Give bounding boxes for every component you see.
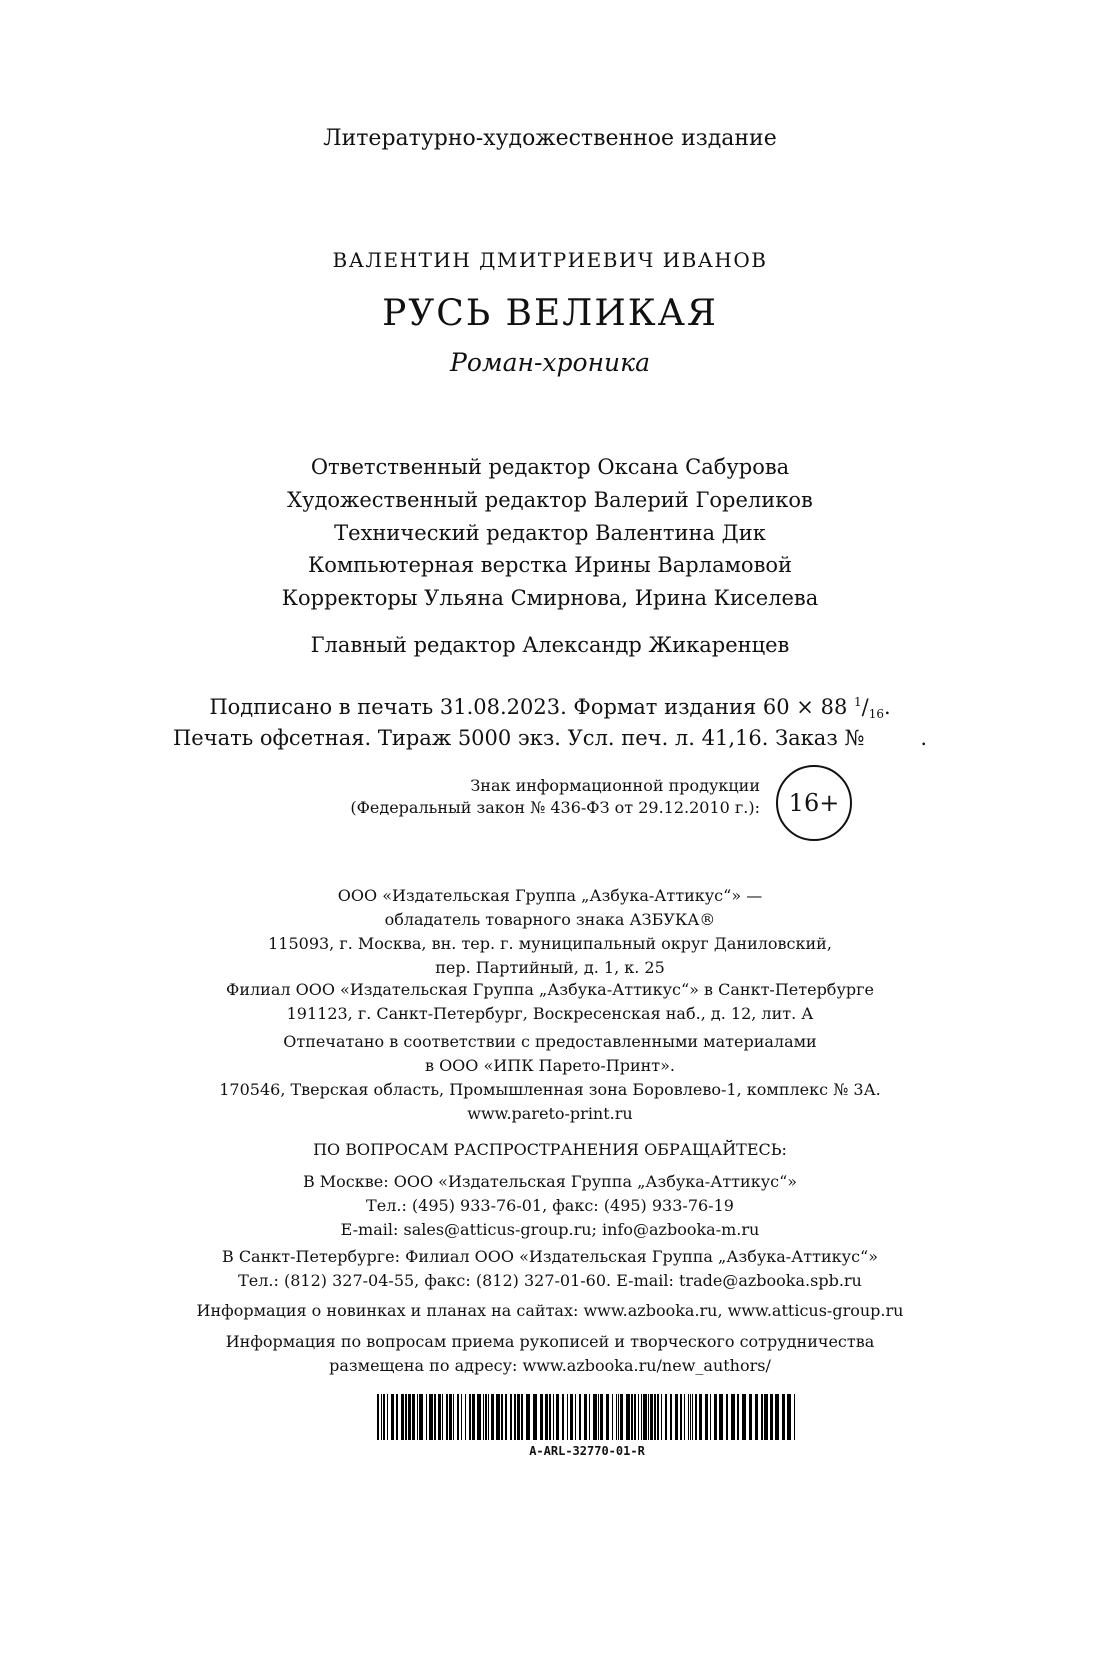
barcode-bar (505, 1394, 507, 1440)
barcode-bar (648, 1394, 649, 1440)
info-sites: Информация о новинках и планах на сайтах: www.azbooka.ru, www.atticus-group.ru (196, 1301, 904, 1320)
barcode-bar (461, 1394, 462, 1440)
barcode-bar (521, 1394, 523, 1440)
credit-line: Технический редактор Валентина Дик (334, 521, 766, 545)
barcode-bar (381, 1394, 382, 1440)
barcode-bar (775, 1394, 779, 1440)
branch-line: Филиал ООО «Издательская Группа „Азбука-Аттикус“» в Санкт-Петербурге (226, 980, 874, 999)
barcode-bar (510, 1394, 512, 1440)
barcode-bar (457, 1394, 459, 1440)
barcode-bar (690, 1394, 691, 1440)
barcode-bar (545, 1394, 548, 1440)
contact-line: В Москве: ООО «Издательская Группа „Азбука-Аттикус“» (302, 1172, 798, 1191)
barcode-bar (446, 1394, 448, 1440)
barcode-bar (643, 1394, 647, 1440)
barcode-bar (654, 1394, 656, 1440)
printer-block (0, 1030, 1100, 1126)
barcode-bar (600, 1394, 603, 1440)
barcode-bar (575, 1394, 576, 1440)
info-sign-text (280, 775, 760, 819)
barcode-bar (670, 1394, 672, 1440)
barcode-bar (761, 1394, 763, 1440)
barcode-bar (514, 1394, 516, 1440)
contact-line: Тел.: (812) 327-04-55, факс: (812) 327-01-60. E-mail: trade@azbooka.spb.ru (238, 1271, 862, 1290)
barcode-bar (787, 1394, 791, 1440)
barcode-bar (612, 1394, 613, 1440)
barcode-bar (764, 1394, 768, 1440)
author-name: ВАЛЕНТИН ДМИТРИЕВИЧ ИВАНОВ (332, 248, 768, 272)
barcode-bar (434, 1394, 436, 1440)
barcode-bar (408, 1394, 411, 1440)
barcode-bar (616, 1394, 617, 1440)
barcode-bar (412, 1394, 415, 1440)
barcode-bar (726, 1394, 728, 1440)
barcode-bar (755, 1394, 758, 1440)
format-fraction: $^1/_{16}$ (853, 695, 884, 721)
barcode-bar (549, 1394, 551, 1440)
moscow-contacts (0, 1170, 1100, 1242)
barcode-bar (556, 1394, 559, 1440)
contact-line: Тел.: (495) 933-76-01, факс: (495) 933-76-19 (366, 1196, 734, 1215)
barcode-bar (483, 1394, 484, 1440)
barcode-bar (453, 1394, 454, 1440)
fraction-numerator: 1 (853, 695, 862, 709)
barcode-image (377, 1394, 797, 1440)
distribution-heading: ПО ВОПРОСАМ РАСПРОСТРАНЕНИЯ ОБРАЩАЙТЕСЬ: (313, 1140, 787, 1159)
barcode-bar (695, 1394, 697, 1440)
barcode-bar (417, 1394, 418, 1440)
publisher-line: ООО «Издательская Группа „Азбука-Аттикус“» — (337, 886, 763, 905)
barcode-bar (598, 1394, 599, 1440)
info-sign-line: Знак информационной продукции (470, 776, 760, 795)
barcode-bar (570, 1394, 573, 1440)
credit-line: Художественный редактор Валерий Гореликов (287, 488, 813, 512)
printer-line: 170546, Тверская область, Промышленная зона Боровлево-1, комплекс № 3А. (219, 1080, 881, 1099)
barcode-bar (641, 1394, 642, 1440)
print-info-end: . (920, 726, 928, 750)
barcode-bar (477, 1394, 481, 1440)
barcode-bar (517, 1394, 520, 1440)
barcode-bar (634, 1394, 636, 1440)
barcode-bar (719, 1394, 723, 1440)
barcode-bar (488, 1394, 489, 1440)
barcode-bar (650, 1394, 653, 1440)
barcode-bar (688, 1394, 689, 1440)
barcode-bar (469, 1394, 471, 1440)
barcode-bar (391, 1394, 394, 1440)
manuscripts-info (0, 1330, 1100, 1378)
barcode-bar (618, 1394, 619, 1440)
publisher-block (0, 884, 1100, 980)
barcode-bar (626, 1394, 630, 1440)
print-info-text: Подписано в печать 31.08.2023. Формат издания 60 × 88 (209, 695, 854, 719)
barcode-bar (501, 1394, 503, 1440)
barcode-bar (526, 1394, 530, 1440)
book-title: РУСЬ ВЕЛИКАЯ (382, 293, 718, 334)
credit-line: Корректоры Ульяна Смирнова, Ирина Киселева (281, 586, 819, 610)
barcode-bar (419, 1394, 423, 1440)
barcode-bar (377, 1394, 379, 1440)
branch-block (0, 978, 1100, 1026)
barcode-bar (584, 1394, 587, 1440)
barcode-bar (731, 1394, 735, 1440)
barcode-bar (562, 1394, 564, 1440)
publisher-line: 115093, г. Москва, вн. тер. г. муниципальный округ Даниловский, (268, 934, 832, 953)
barcode-bar (737, 1394, 739, 1440)
barcode-bar (405, 1394, 407, 1440)
printer-line: в ООО «ИПК Парето-Принт». (424, 1056, 676, 1075)
barcode-bar (496, 1394, 500, 1440)
barcode-bar (491, 1394, 494, 1440)
barcode-bar (794, 1394, 795, 1440)
contact-line: E-mail: sales@atticus-group.ru; info@azbooka-m.ru (340, 1220, 760, 1239)
barcode-bar (540, 1394, 543, 1440)
barcode-bar (593, 1394, 597, 1440)
barcode-bar (426, 1394, 427, 1440)
publisher-line: обладатель товарного знака АЗБУКА® (384, 910, 716, 929)
barcode-bar (387, 1394, 388, 1440)
publisher-line: пер. Партийный, д. 1, к. 25 (435, 958, 665, 977)
branch-line: 191123, г. Санкт-Петербург, Воскресенская наб., д. 12, лит. А (286, 1004, 814, 1023)
barcode-bar (429, 1394, 433, 1440)
barcode-bar (472, 1394, 475, 1440)
barcode-bar (553, 1394, 554, 1440)
print-info-line-2 (0, 726, 1100, 750)
barcode-bar (620, 1394, 623, 1440)
barcode-bar (692, 1394, 693, 1440)
barcode-bar (714, 1394, 717, 1440)
barcode-bar (465, 1394, 466, 1440)
barcode-bar (782, 1394, 785, 1440)
barcode-bar (749, 1394, 752, 1440)
barcode-bar (710, 1394, 711, 1440)
barcode-bar (680, 1394, 682, 1440)
barcode-bar (665, 1394, 667, 1440)
age-rating-badge: 16+ (776, 765, 852, 841)
barcode-bar (567, 1394, 568, 1440)
barcode-bar (589, 1394, 590, 1440)
print-info-end: . (883, 695, 891, 719)
barcode-bar (383, 1394, 385, 1440)
book-subtitle: Роман-хроника (450, 348, 650, 377)
barcode-bar (442, 1394, 443, 1440)
barcode-bar (699, 1394, 702, 1440)
printer-line: Отпечатано в соответствии с предоставленными материалами (283, 1032, 817, 1051)
barcode-bar (579, 1394, 581, 1440)
credit-line: Компьютерная верстка Ирины Варламовой (307, 553, 793, 577)
manuscripts-line: размещена по адресу: www.azbooka.ru/new_authors/ (329, 1356, 771, 1375)
printer-website: www.pareto-print.ru (467, 1104, 633, 1123)
barcode-bar (396, 1394, 398, 1440)
manuscripts-line: Информация по вопросам приема рукописей и творческого сотрудничества (225, 1332, 875, 1351)
barcode-bar (742, 1394, 746, 1440)
barcode-bar (631, 1394, 633, 1440)
contact-line: В Санкт-Петербурге: Филиал ООО «Издательская Группа „Азбука-Аттикус“» (221, 1247, 879, 1266)
barcode-bar (770, 1394, 773, 1440)
genre-label: Литературно-художественное издание (323, 126, 777, 151)
barcode-bar (485, 1394, 487, 1440)
fraction-denominator: 16 (868, 707, 884, 721)
barcode-bar (705, 1394, 708, 1440)
barcode-bar (449, 1394, 452, 1440)
credit-line: Ответственный редактор Оксана Сабурова (310, 455, 790, 479)
info-sign-law: (Федеральный закон № 436-ФЗ от 29.12.2010 г.): (350, 798, 760, 817)
chief-editor: Главный редактор Александр Жикаренцев (310, 633, 790, 657)
barcode-bar (675, 1394, 678, 1440)
spb-contacts (0, 1245, 1100, 1293)
barcode-bar (606, 1394, 609, 1440)
barcode-bar (657, 1394, 659, 1440)
print-info-line-1 (0, 695, 1100, 721)
barcode-bar (533, 1394, 537, 1440)
barcode-bar (401, 1394, 404, 1440)
barcode-bar (438, 1394, 441, 1440)
barcode-bar (661, 1394, 662, 1440)
print-info-text: Печать офсетная. Тираж 5000 экз. Усл. печ. л. 41,16. Заказ № (172, 726, 865, 750)
barcode-code: A-ARL-32770-01-R (529, 1444, 645, 1458)
barcode-bar (684, 1394, 685, 1440)
barcode-bar (638, 1394, 639, 1440)
